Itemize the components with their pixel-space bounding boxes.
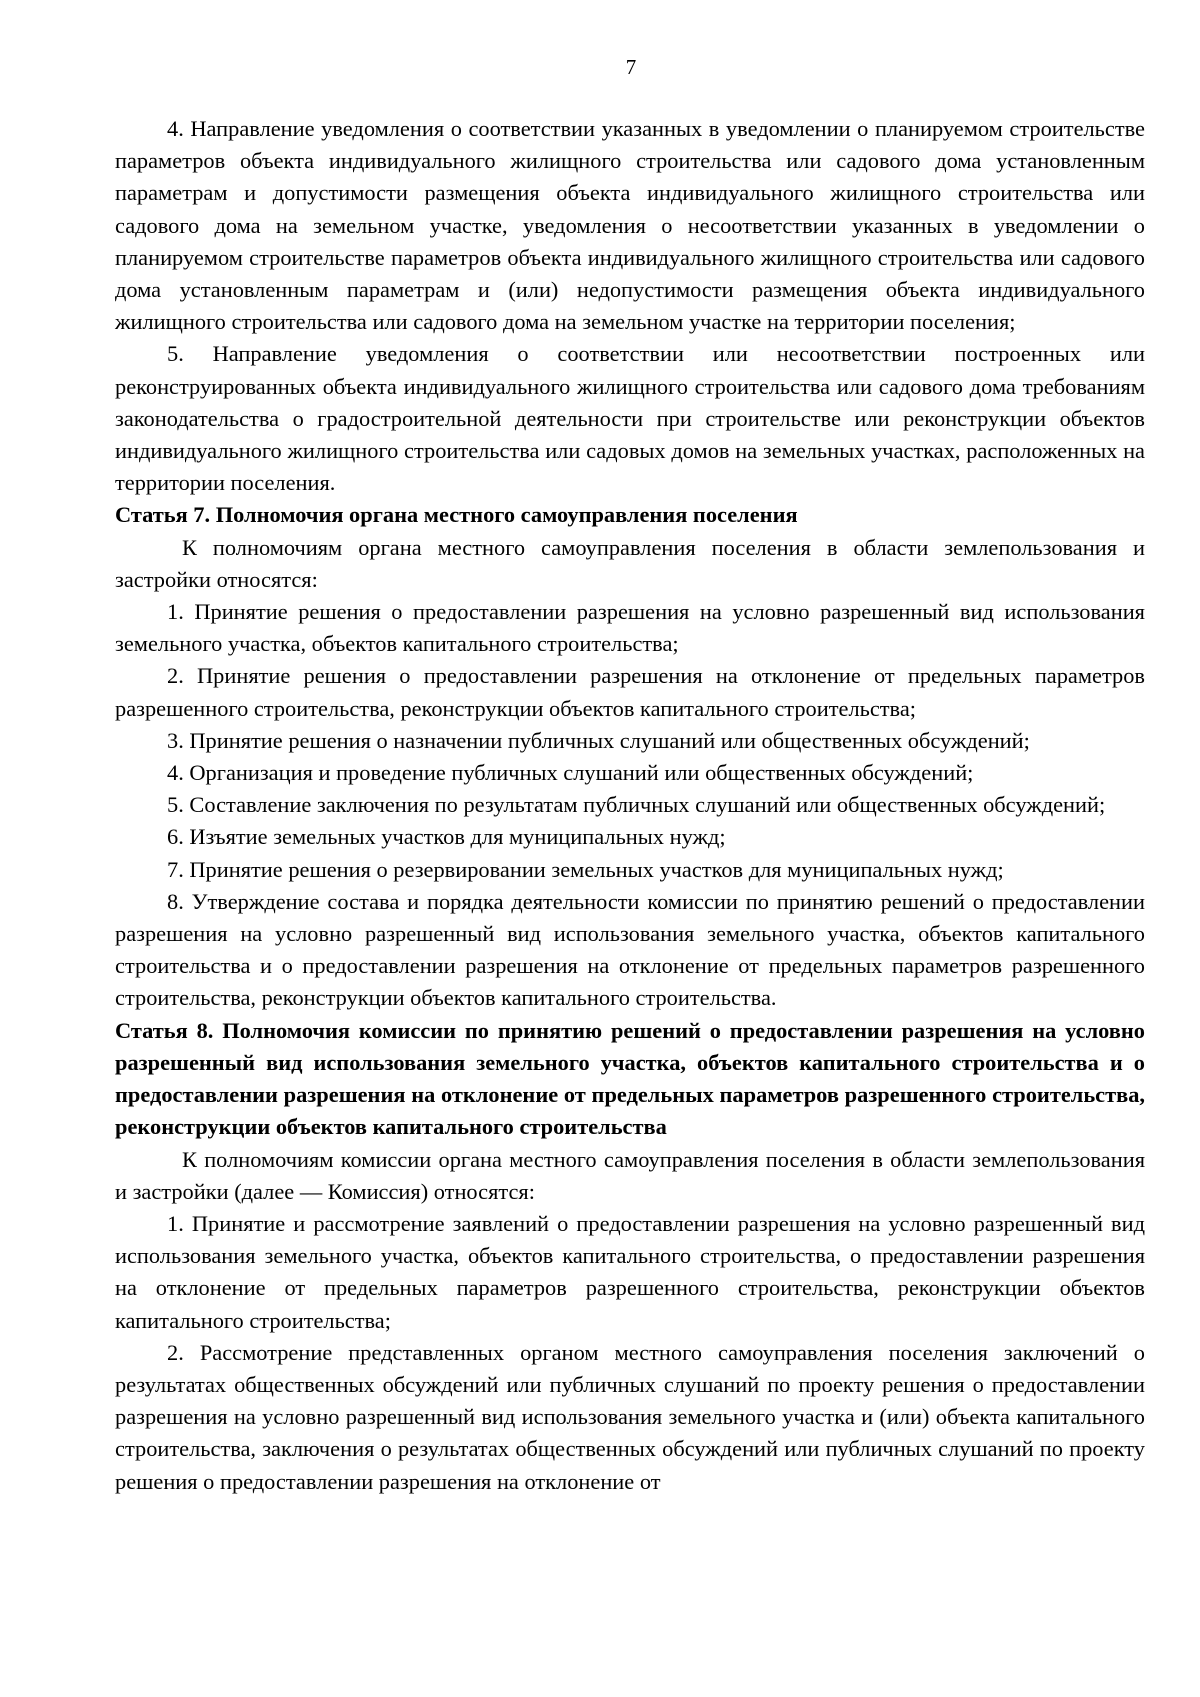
list-item: 1. Принятие решения о предоставлении разрешения на условно разрешенный вид использования земельного участка, объектов капитального строительства; — [115, 599, 1145, 657]
list-item: 6. Изъятие земельных участков для муниципальных нужд; — [167, 824, 726, 850]
document-body — [115, 113, 1145, 1498]
list-item: 8. Утверждение состава и порядка деятельности комиссии по принятию решений о предоставлении разрешения на условно разрешенный вид использования земельного участка, объектов капитального строительства и о предоставлении разрешения на отклонение от предельных параметров разрешенного строительства, реконструкции объектов капитального строительства. — [115, 888, 1145, 1011]
article-7-intro: К полномочиям органа местного самоуправления поселения в области землепользования и застройки относятся: — [115, 534, 1145, 592]
article-8-heading: Статья 8. Полномочия комиссии по принятию решений о предоставлении разрешения на условно разрешенный вид использования земельного участка, объектов капитального строительства и о предоставлении разрешения на отклонение от предельных параметров разрешенного строительства, реконструкции объектов капитального строительства — [115, 1017, 1145, 1140]
article-8-intro: К полномочиям комиссии органа местного самоуправления поселения в области землепользования и застройки (далее — Комиссия) относятся: — [115, 1146, 1145, 1204]
list-item: 1. Принятие и рассмотрение заявлений о предоставлении разрешения на условно разрешенный вид использования земельного участка, объектов капитального строительства, о предоставлении разрешения на отклонение от предельных параметров разрешенного строительства, реконструкции объектов капитального строительства; — [115, 1210, 1145, 1333]
paragraph: 5. Направление уведомления о соответствии или несоответствии построенных или реконструированных объекта индивидуального жилищного строительства или садового дома требованиям законодательства о градостроительной деятельности при строительстве или реконструкции объектов индивидуального жилищного строительства или садовых домов на земельных участках, расположенных на территории поселения. — [115, 341, 1145, 496]
list-item: 2. Принятие решения о предоставлении разрешения на отклонение от предельных параметров разрешенного строительства, реконструкции объектов капитального строительства; — [115, 663, 1145, 721]
list-item: 3. Принятие решения о назначении публичных слушаний или общественных обсуждений; — [167, 727, 1030, 753]
list-item: 5. Составление заключения по результатам публичных слушаний или общественных обсуждений; — [167, 792, 1106, 818]
paragraph: 4. Направление уведомления о соответствии указанных в уведомлении о планируемом строительстве параметров объекта индивидуального жилищного строительства или садового дома установленным параметрам и допустимости размещения объекта индивидуального жилищного строительства или садового дома на земельном участке, уведомления о несоответствии указанных в уведомлении о планируемом строительстве параметров объекта индивидуального жилищного строительства или садового дома установленным параметрам и (или) недопустимости размещения объекта индивидуального жилищного строительства или садового дома на земельном участке на территории поселения; — [115, 116, 1145, 335]
article-7-heading: Статья 7. Полномочия органа местного самоуправления поселения — [115, 502, 798, 528]
page-number: 7 — [625, 55, 637, 79]
list-item: 4. Организация и проведение публичных слушаний или общественных обсуждений; — [167, 760, 974, 786]
list-item: 7. Принятие решения о резервировании земельных участков для муниципальных нужд; — [167, 856, 1004, 882]
list-item: 2. Рассмотрение представленных органом местного самоуправления поселения заключений о результатах общественных обсуждений или публичных слушаний по проекту решения о предоставлении разрешения на условно разрешенный вид использования земельного участка и (или) объекта капитального строительства, заключения о результатах общественных обсуждений или публичных слушаний по проекту решения о предоставлении разрешения на отклонение от — [115, 1339, 1145, 1494]
